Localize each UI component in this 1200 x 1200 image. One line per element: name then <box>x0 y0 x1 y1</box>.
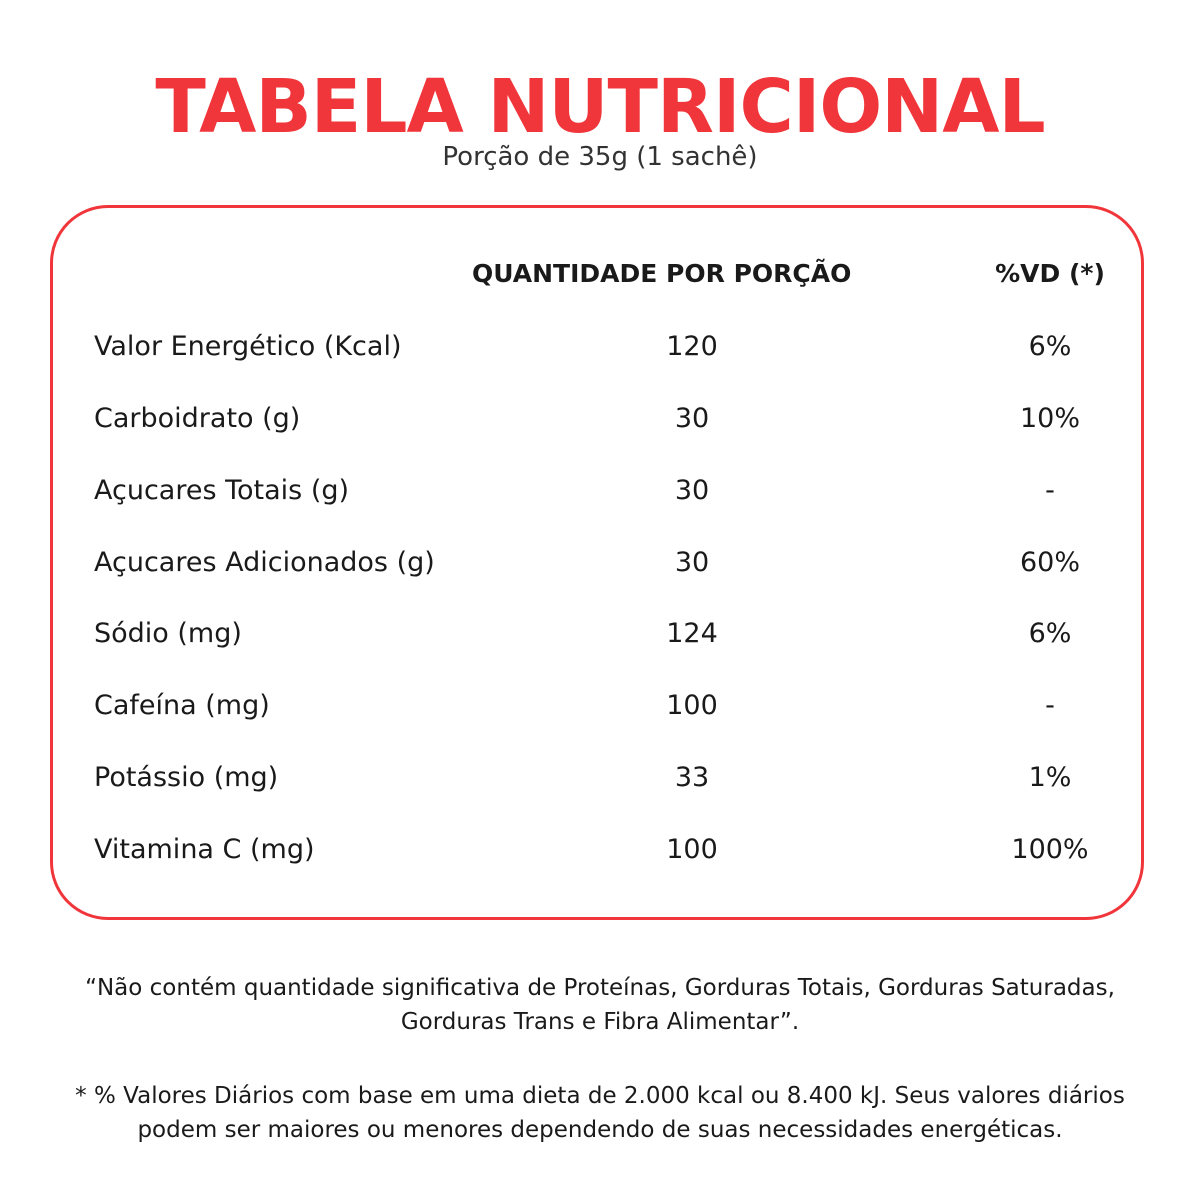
nutrient-quantity: 33 <box>674 762 710 793</box>
nutrient-daily-value: 10% <box>1019 403 1080 434</box>
not-significant-note: “Não contém quantidade significativa de Proteínas, Gorduras Totais, Gorduras Saturadas, Gorduras Trans e Fibra Alimentar”. <box>85 975 1115 1035</box>
nutrient-name: Vitamina C (mg) <box>94 834 315 865</box>
nutrient-name: Sódio (mg) <box>94 618 242 649</box>
nutrient-name: Valor Energético (Kcal) <box>94 331 402 362</box>
nutrient-daily-value: - <box>1045 475 1055 506</box>
nutrient-daily-value: - <box>1045 690 1055 721</box>
column-header-daily-value: %VD (*) <box>995 259 1105 288</box>
nutrient-name: Açucares Adicionados (g) <box>94 547 435 578</box>
nutrient-name: Carboidrato (g) <box>94 403 301 434</box>
nutrient-quantity: 120 <box>666 331 718 362</box>
nutrient-quantity: 30 <box>674 547 710 578</box>
table-row <box>0 327 1200 367</box>
table-row <box>0 830 1200 870</box>
nutrient-quantity: 124 <box>666 618 718 649</box>
serving-size: Porção de 35g (1 sachê) <box>442 142 758 172</box>
nutrient-daily-value: 60% <box>1019 547 1080 578</box>
table-row <box>0 614 1200 654</box>
table-row <box>0 543 1200 583</box>
nutrient-quantity: 30 <box>674 403 710 434</box>
nutrient-name: Açucares Totais (g) <box>94 475 350 506</box>
column-header-quantity: QUANTIDADE POR PORÇÃO <box>472 259 852 288</box>
nutrient-name: Cafeína (mg) <box>94 690 270 721</box>
nutrient-daily-value: 100% <box>1011 834 1089 865</box>
nutrient-daily-value: 1% <box>1028 762 1072 793</box>
nutrient-quantity: 100 <box>666 690 718 721</box>
table-row <box>0 758 1200 798</box>
table-row <box>0 471 1200 511</box>
table-row <box>0 399 1200 439</box>
page-title: TABELA NUTRICIONAL <box>155 64 1045 150</box>
nutrient-daily-value: 6% <box>1028 331 1072 362</box>
daily-values-footnote: * % Valores Diários com base em uma dieta de 2.000 kcal ou 8.400 kJ. Seus valores diários podem ser maiores ou menores dependendo de suas necessidades energéticas. <box>75 1083 1125 1143</box>
nutrient-daily-value: 6% <box>1028 618 1072 649</box>
nutrient-quantity: 100 <box>666 834 718 865</box>
nutrient-quantity: 30 <box>674 475 710 506</box>
nutrient-name: Potássio (mg) <box>94 762 279 793</box>
table-row <box>0 686 1200 726</box>
